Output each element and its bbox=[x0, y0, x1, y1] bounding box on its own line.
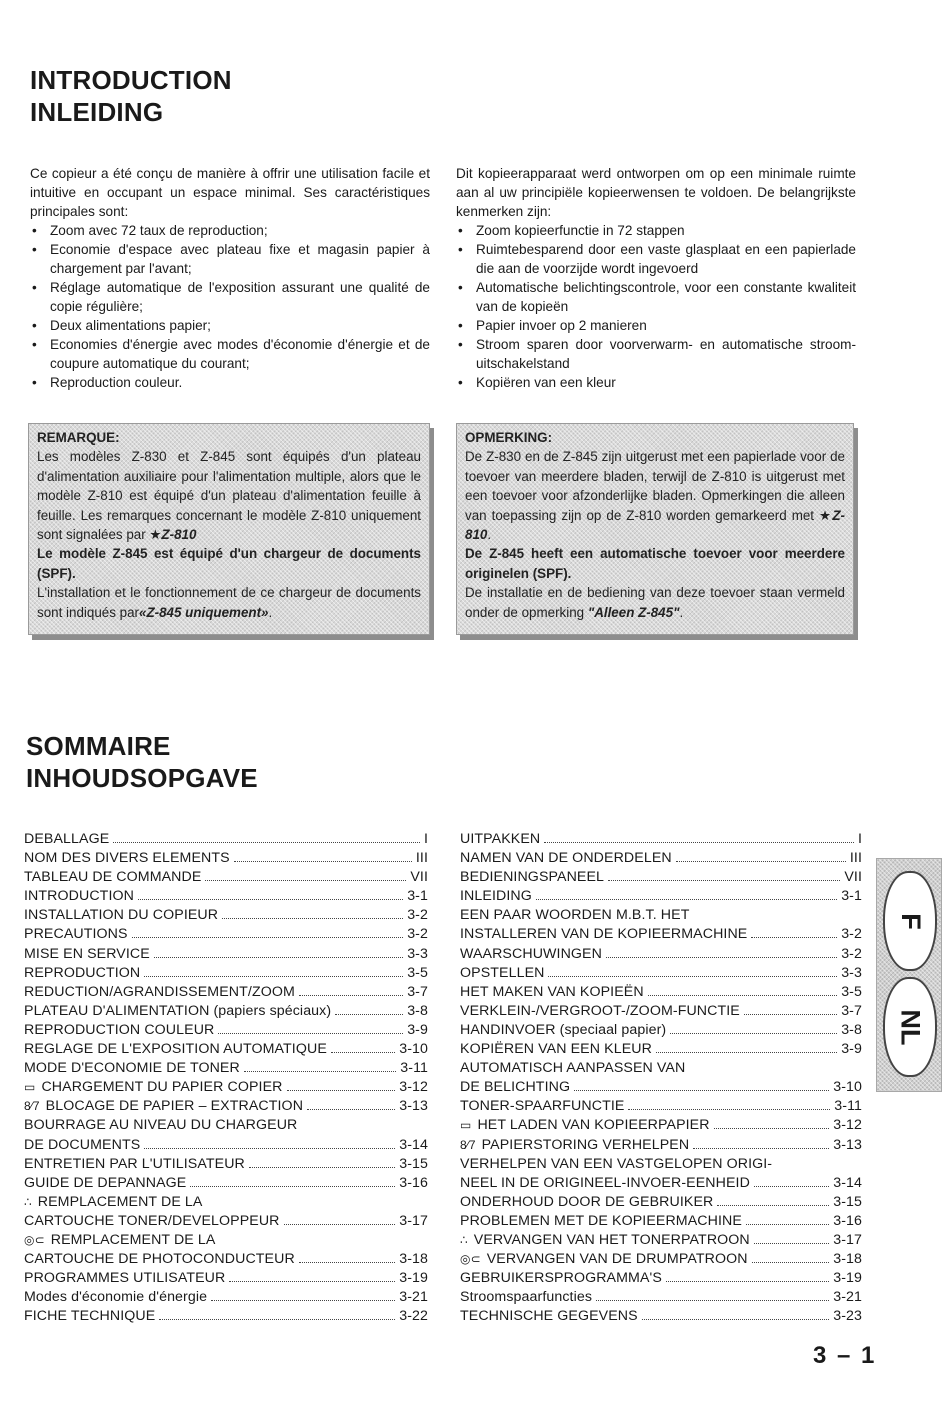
toc-row bbox=[24, 1231, 428, 1250]
toc-leader-dots bbox=[138, 898, 403, 900]
toc-page-number: 3-19 bbox=[833, 1270, 862, 1287]
toc-page-number: 3-21 bbox=[399, 1289, 428, 1306]
toc-leader-dots bbox=[299, 1261, 395, 1263]
toc-row bbox=[460, 1155, 862, 1174]
toc-symbol-icon: ∴ bbox=[460, 1232, 468, 1247]
toc-row bbox=[24, 1307, 428, 1326]
toc-page-number: III bbox=[849, 850, 862, 867]
toc-leader-dots bbox=[648, 994, 837, 996]
note-text: Les modèles Z-830 et Z-845 sont équipés d'un plateau d'alimentation auxiliaire pour l'alimentation multiple, alors que le modèle Z-810 est équipé d'un plateau d'alimentation feuille à feuille. Les remarques concernant le modèle Z-810 uniquement sont signalées par bbox=[37, 449, 421, 543]
toc-symbol-icon: ◎⊂ bbox=[460, 1252, 481, 1267]
toc-label: PAPIERSTORING VERHELPEN bbox=[481, 1136, 690, 1153]
toc-row bbox=[460, 1078, 862, 1097]
toc-row bbox=[460, 906, 862, 925]
toc-page-number: 3-3 bbox=[407, 945, 428, 962]
toc-leader-dots bbox=[746, 1223, 829, 1225]
toc-row bbox=[460, 887, 862, 906]
toc-label: BEDIENINGSPANEEL bbox=[460, 869, 605, 886]
toc-leader-dots bbox=[222, 917, 403, 919]
toc-leader-dots bbox=[754, 1185, 829, 1187]
list-item: • Ruimtebesparend door een vaste glasplaat en een papierlade die aan de voorzijde wordt ingevoerd bbox=[456, 240, 856, 278]
toc-row bbox=[460, 983, 862, 1002]
toc-page-number: VII bbox=[410, 869, 428, 886]
toc-row bbox=[460, 1021, 862, 1040]
toc-page-number: 3-5 bbox=[841, 983, 862, 1000]
note-text-end: . bbox=[487, 527, 492, 543]
toc-label: REMPLACEMENT DE LA bbox=[50, 1231, 216, 1248]
toc-row bbox=[460, 964, 862, 983]
intro-heading-nl: INLEIDING bbox=[30, 97, 164, 127]
toc-label: HET LADEN VAN KOPIEERPAPIER bbox=[477, 1117, 710, 1134]
toc-row bbox=[460, 849, 862, 868]
toc-label: PROBLEMEN MET DE KOPIEERMACHINE bbox=[460, 1212, 742, 1229]
toc-label: CHARGEMENT DU PAPIER COPIER bbox=[41, 1079, 283, 1096]
note-spf-text: De Z-845 heeft een automatische toevoer voor meerdere originelen (SPF). bbox=[465, 546, 845, 581]
toc-leader-dots bbox=[287, 1089, 396, 1091]
note-paragraph bbox=[465, 583, 845, 622]
toc-page-number: 3-10 bbox=[833, 1079, 862, 1096]
toc-row bbox=[460, 1250, 862, 1269]
toc-row bbox=[24, 1021, 428, 1040]
toc-row bbox=[460, 868, 862, 887]
toc-row bbox=[24, 1002, 428, 1021]
toc-list-fr bbox=[24, 830, 428, 1326]
note-box-nl bbox=[456, 423, 854, 635]
toc-label: PROGRAMMES UTILISATEUR bbox=[24, 1270, 226, 1287]
toc-leader-dots bbox=[335, 1013, 403, 1015]
note-text-end: . bbox=[679, 604, 684, 620]
toc-page-number: VII bbox=[844, 869, 862, 886]
toc-page-number: I bbox=[857, 831, 862, 847]
toc-row bbox=[460, 1097, 862, 1116]
toc-row bbox=[460, 1174, 862, 1193]
list-item: • Economies d'énergie avec modes d'économie d'énergie et de coupure automatique du courant; bbox=[30, 335, 430, 373]
toc-page-number: 3-16 bbox=[833, 1212, 862, 1229]
toc-leader-dots bbox=[218, 1032, 403, 1034]
toc-page-number: 3-2 bbox=[407, 907, 428, 924]
toc-leader-dots bbox=[717, 1204, 829, 1206]
toc-row bbox=[460, 1307, 862, 1326]
toc-label: DEBALLAGE bbox=[24, 831, 110, 847]
note-spf-text: Le modèle Z-845 est équipé d'un chargeur de documents (SPF). bbox=[37, 546, 421, 581]
toc-page-number: 3-14 bbox=[833, 1174, 862, 1191]
toc-row bbox=[24, 1078, 428, 1097]
toc-page-number: 3-5 bbox=[407, 964, 428, 981]
note-paragraph bbox=[465, 447, 845, 544]
toc-label: ONDERHOUD DOOR DE GEBRUIKER bbox=[460, 1193, 714, 1210]
toc-label: VERVANGEN VAN DE DRUMPATROON bbox=[486, 1251, 748, 1268]
toc-page-number: 3-3 bbox=[841, 964, 862, 981]
toc-row bbox=[24, 983, 428, 1002]
toc-label: NOM DES DIVERS ELEMENTS bbox=[24, 850, 230, 867]
toc-row bbox=[24, 887, 428, 906]
toc-page-number: 3-9 bbox=[841, 1041, 862, 1058]
toc-page-number: 3-13 bbox=[833, 1136, 862, 1153]
toc-label: HET MAKEN VAN KOPIEËN bbox=[460, 983, 644, 1000]
toc-label: VERHELPEN VAN EEN VASTGELOPEN ORIGI- bbox=[460, 1155, 773, 1172]
toc-row bbox=[24, 1250, 428, 1269]
note-text: De Z-830 en de Z-845 zijn uitgerust met een papierlade voor de toevoer van meerdere bladen, terwijl de Z-810 is uitgerust met een toevoer voor afzonderlijke bladen. Opmerkingen die alleen van toepassing zijn op de Z-810 worden gemarkeerd met bbox=[465, 449, 845, 523]
toc-page-number: I bbox=[423, 831, 428, 847]
toc-leader-dots bbox=[642, 1318, 830, 1320]
toc-leader-dots bbox=[596, 1299, 829, 1301]
toc-label: BLOCAGE DE PAPIER – EXTRACTION bbox=[45, 1098, 304, 1115]
toc-page-number: III bbox=[415, 850, 428, 867]
intro-heading-fr: INTRODUCTION bbox=[30, 65, 232, 95]
note-box-fr bbox=[28, 423, 430, 635]
toc-label: VERKLEIN-/VERGROOT-/ZOOM-FUNCTIE bbox=[460, 1002, 740, 1019]
toc-leader-dots bbox=[132, 936, 404, 938]
toc-label: ENTRETIEN PAR L'UTILISATEUR bbox=[24, 1155, 245, 1172]
toc-label: REPRODUCTION COULEUR bbox=[24, 1021, 215, 1038]
toc-row bbox=[460, 1269, 862, 1288]
toc-page-number: 3-7 bbox=[841, 1002, 862, 1019]
toc-label: INSTALLEREN VAN DE KOPIEERMACHINE bbox=[460, 926, 748, 943]
toc-leader-dots bbox=[608, 879, 840, 881]
toc-row bbox=[24, 1136, 428, 1155]
toc-page-number: 3-16 bbox=[399, 1174, 428, 1191]
toc-page-number: 3-15 bbox=[399, 1155, 428, 1172]
toc-symbol-icon: 8⁄7 bbox=[24, 1099, 40, 1114]
intro-text-nl bbox=[456, 164, 856, 392]
toc-leader-dots bbox=[244, 1070, 396, 1072]
toc-page-number: 3-1 bbox=[841, 888, 862, 905]
toc-row bbox=[24, 964, 428, 983]
toc-page-number: 3-2 bbox=[841, 945, 862, 962]
toc-leader-dots bbox=[331, 1051, 395, 1053]
toc-page-number: 3-8 bbox=[407, 1002, 428, 1019]
toc-leader-dots bbox=[544, 841, 854, 843]
toc-leader-dots bbox=[205, 879, 406, 881]
toc-label: TABLEAU DE COMMANDE bbox=[24, 869, 202, 886]
toc-label: TECHNISCHE GEGEVENS bbox=[460, 1308, 638, 1325]
toc-label: Stroomspaarfuncties bbox=[460, 1289, 593, 1306]
toc-leader-dots bbox=[154, 956, 403, 958]
note-text: De installatie en de bediening van deze toevoer staan vermeld onder de opmerking bbox=[465, 585, 845, 620]
toc-label: REPRODUCTION bbox=[24, 964, 141, 981]
toc-symbol-icon: ▭ bbox=[24, 1080, 36, 1095]
toc-label: BOURRAGE AU NIVEAU DU CHARGEUR bbox=[24, 1117, 298, 1134]
toc-leader-dots bbox=[752, 1261, 830, 1263]
toc-list-nl bbox=[460, 830, 862, 1326]
intro-paragraph-nl: Dit kopieerapparaat werd ontworpen om op een minimale ruimte aan al uw principiële kopieerwensen te voldoen. De belangrijkste kenmerken zijn: bbox=[456, 166, 856, 219]
intro-paragraph-fr: Ce copieur a été conçu de manière à offrir une utilisation facile et intuitive en occupant un espace minimal. Ses caractéristiques principales sont: bbox=[30, 166, 430, 219]
note-title-fr: REMARQUE: bbox=[37, 430, 120, 445]
toc-row bbox=[24, 906, 428, 925]
feature-list-nl bbox=[456, 221, 856, 392]
toc-leader-dots bbox=[666, 1280, 829, 1282]
toc-label: INTRODUCTION bbox=[24, 888, 134, 905]
toc-label: NAMEN VAN DE ONDERDELEN bbox=[460, 850, 672, 867]
toc-leader-dots bbox=[307, 1108, 395, 1110]
toc-leader-dots bbox=[548, 975, 837, 977]
toc-page-number: 3-12 bbox=[833, 1117, 862, 1134]
toc-label: GEBRUIKERSPROGRAMMA'S bbox=[460, 1270, 662, 1287]
toc-row bbox=[24, 1174, 428, 1193]
toc-leader-dots bbox=[693, 1147, 829, 1149]
toc-label: INSTALLATION DU COPIEUR bbox=[24, 907, 219, 924]
toc-leader-dots bbox=[754, 1242, 829, 1244]
toc-label: CARTOUCHE DE PHOTOCONDUCTEUR bbox=[24, 1251, 295, 1268]
toc-leader-dots bbox=[190, 1185, 395, 1187]
toc-leader-dots bbox=[144, 1147, 395, 1149]
toc-label: NEEL IN DE ORIGINEEL-INVOER-EENHEID bbox=[460, 1174, 750, 1191]
toc-label: AUTOMATISCH AANPASSEN VAN bbox=[460, 1060, 686, 1077]
list-item: • Automatische belichtingscontrole, voor een constante kwaliteit van de kopieën bbox=[456, 278, 856, 316]
note-paragraph bbox=[37, 447, 421, 544]
toc-page-number: 3-18 bbox=[399, 1251, 428, 1268]
toc-label: REMPLACEMENT DE LA bbox=[37, 1193, 203, 1210]
toc-row bbox=[24, 1040, 428, 1059]
toc-row bbox=[24, 849, 428, 868]
list-item: • Zoom kopieerfunctie in 72 stappen bbox=[456, 221, 856, 240]
toc-leader-dots bbox=[676, 860, 846, 862]
toc-page-number: 3-17 bbox=[399, 1212, 428, 1229]
toc-leader-dots bbox=[744, 1013, 837, 1015]
toc-page-number: 3-2 bbox=[407, 926, 428, 943]
list-item: • Kopiëren van een kleur bbox=[456, 373, 856, 392]
list-item: • Reproduction couleur. bbox=[30, 373, 430, 392]
intro-text-fr bbox=[30, 164, 430, 392]
toc-row bbox=[24, 925, 428, 944]
toc-heading-nl: INHOUDSOPGAVE bbox=[26, 763, 258, 793]
toc-row bbox=[24, 830, 428, 849]
toc-label: CARTOUCHE TONER/DEVELOPPEUR bbox=[24, 1212, 280, 1229]
toc-page-number: 3-22 bbox=[399, 1308, 428, 1325]
toc-leader-dots bbox=[249, 1166, 395, 1168]
list-item: • Papier invoer op 2 manieren bbox=[456, 316, 856, 335]
toc-label: REGLAGE DE L'EXPOSITION AUTOMATIQUE bbox=[24, 1041, 327, 1058]
note-text: L'installation et le fonctionnement de ce chargeur de documents sont indiqués par bbox=[37, 585, 421, 620]
toc-label: REDUCTION/AGRANDISSEMENT/ZOOM bbox=[24, 983, 295, 1000]
toc-leader-dots bbox=[234, 860, 412, 862]
toc-row bbox=[24, 1212, 428, 1231]
toc-row bbox=[24, 1116, 428, 1135]
toc-label: INLEIDING bbox=[460, 888, 532, 905]
toc-label: FICHE TECHNIQUE bbox=[24, 1308, 156, 1325]
toc-page-number: 3-2 bbox=[841, 926, 862, 943]
toc-symbol-icon: ◎⊂ bbox=[24, 1232, 45, 1247]
toc-row bbox=[460, 925, 862, 944]
intro-heading bbox=[30, 64, 232, 128]
toc-leader-dots bbox=[714, 1127, 830, 1129]
note-text-end: . bbox=[268, 604, 273, 620]
language-tab-f-label: F bbox=[895, 912, 926, 930]
list-item: • Réglage automatique de l'exposition assurant une qualité de copie régulière; bbox=[30, 278, 430, 316]
toc-symbol-icon: 8⁄7 bbox=[460, 1137, 476, 1152]
toc-label: KOPIËREN VAN EEN KLEUR bbox=[460, 1041, 652, 1058]
toc-leader-dots bbox=[113, 841, 420, 843]
toc-row bbox=[460, 1040, 862, 1059]
toc-leader-dots bbox=[211, 1299, 395, 1301]
toc-page-number: 3-1 bbox=[407, 888, 428, 905]
toc-label: DE DOCUMENTS bbox=[24, 1136, 141, 1153]
toc-heading-fr: SOMMAIRE bbox=[26, 731, 171, 761]
toc-row bbox=[460, 1231, 862, 1250]
toc-page-number: 3-19 bbox=[399, 1270, 428, 1287]
toc-row bbox=[24, 1269, 428, 1288]
toc-row bbox=[460, 1116, 862, 1135]
model-mark: «Z-845 uniquement» bbox=[139, 604, 269, 620]
toc-row bbox=[24, 1155, 428, 1174]
toc-row bbox=[460, 830, 862, 849]
toc-leader-dots bbox=[574, 1089, 829, 1091]
toc-page-number: 3-21 bbox=[833, 1289, 862, 1306]
toc-label: VERVANGEN VAN HET TONERPATROON bbox=[473, 1231, 750, 1248]
toc-page-number: 3-12 bbox=[399, 1079, 428, 1096]
toc-page-number: 3-7 bbox=[407, 983, 428, 1000]
toc-label: WAARSCHUWINGEN bbox=[460, 945, 602, 962]
toc-leader-dots bbox=[159, 1318, 395, 1320]
toc-page-number: 3-15 bbox=[833, 1193, 862, 1210]
language-side-tab bbox=[876, 858, 942, 1092]
toc-leader-dots bbox=[751, 936, 837, 938]
toc-row bbox=[460, 1212, 862, 1231]
model-mark: ★Z-810 bbox=[465, 507, 845, 543]
toc-label: OPSTELLEN bbox=[460, 964, 545, 981]
language-tab-nl-label: NL bbox=[895, 1009, 926, 1045]
toc-row bbox=[460, 1059, 862, 1078]
feature-list-fr bbox=[30, 221, 430, 392]
toc-page-number: 3-9 bbox=[407, 1021, 428, 1038]
list-item: • Economie d'espace avec plateau fixe et magasin papier à chargement par l'avant; bbox=[30, 240, 430, 278]
toc-page-number: 3-17 bbox=[833, 1231, 862, 1248]
list-item: • Deux alimentations papier; bbox=[30, 316, 430, 335]
toc-row bbox=[24, 868, 428, 887]
toc-row bbox=[460, 945, 862, 964]
toc-leader-dots bbox=[284, 1223, 396, 1225]
list-item: • Zoom avec 72 taux de reproduction; bbox=[30, 221, 430, 240]
model-mark: "Alleen Z-845" bbox=[587, 604, 680, 620]
toc-label: GUIDE DE DEPANNAGE bbox=[24, 1174, 187, 1191]
toc-row bbox=[24, 1097, 428, 1116]
list-item: • Stroom sparen door voorverwarm- en automatische stroom-uitschakelstand bbox=[456, 335, 856, 373]
toc-leader-dots bbox=[670, 1032, 837, 1034]
toc-leader-dots bbox=[536, 898, 837, 900]
toc-label: MODE D'ECONOMIE DE TONER bbox=[24, 1060, 240, 1077]
model-mark: ★Z-810 bbox=[149, 527, 197, 543]
toc-page-number: 3-10 bbox=[399, 1041, 428, 1058]
toc-row bbox=[24, 945, 428, 964]
toc-row bbox=[460, 1002, 862, 1021]
toc-row bbox=[24, 1288, 428, 1307]
toc-page-number: 3-13 bbox=[399, 1098, 428, 1115]
toc-symbol-icon: ▭ bbox=[460, 1118, 472, 1133]
toc-label: UITPAKKEN bbox=[460, 831, 541, 847]
toc-page-number: 3-8 bbox=[841, 1021, 862, 1038]
toc-row bbox=[460, 1193, 862, 1212]
toc-page-number: 3-14 bbox=[399, 1136, 428, 1153]
note-title-nl: OPMERKING: bbox=[465, 430, 553, 445]
toc-label: PRECAUTIONS bbox=[24, 926, 128, 943]
toc-label: MISE EN SERVICE bbox=[24, 945, 150, 962]
toc-row bbox=[24, 1193, 428, 1212]
toc-row bbox=[24, 1059, 428, 1078]
toc-label: DE BELICHTING bbox=[460, 1079, 571, 1096]
toc-label: EEN PAAR WOORDEN M.B.T. HET bbox=[460, 907, 690, 924]
toc-row bbox=[460, 1288, 862, 1307]
toc-leader-dots bbox=[144, 975, 403, 977]
toc-heading bbox=[26, 730, 258, 794]
toc-label: TONER-SPAARFUNCTIE bbox=[460, 1098, 625, 1115]
toc-label: HANDINVOER (speciaal papier) bbox=[460, 1021, 667, 1038]
toc-leader-dots bbox=[628, 1108, 830, 1110]
language-tab-nl bbox=[883, 977, 937, 1077]
toc-page-number: 3-11 bbox=[834, 1098, 862, 1115]
toc-page-number: 3-23 bbox=[833, 1308, 862, 1325]
toc-page-number: 3-11 bbox=[400, 1060, 428, 1077]
toc-leader-dots bbox=[299, 994, 403, 996]
language-tab-f bbox=[883, 871, 937, 971]
toc-leader-dots bbox=[656, 1051, 837, 1053]
page-number: 3 – 1 bbox=[813, 1342, 877, 1369]
toc-row bbox=[460, 1136, 862, 1155]
toc-page-number: 3-18 bbox=[833, 1251, 862, 1268]
toc-leader-dots bbox=[606, 956, 837, 958]
note-paragraph bbox=[37, 583, 421, 622]
toc-leader-dots bbox=[229, 1280, 395, 1282]
toc-label: PLATEAU D'ALIMENTATION (papiers spéciaux) bbox=[24, 1002, 332, 1019]
toc-label: Modes d'économie d'énergie bbox=[24, 1289, 208, 1306]
toc-symbol-icon: ∴ bbox=[24, 1194, 32, 1209]
